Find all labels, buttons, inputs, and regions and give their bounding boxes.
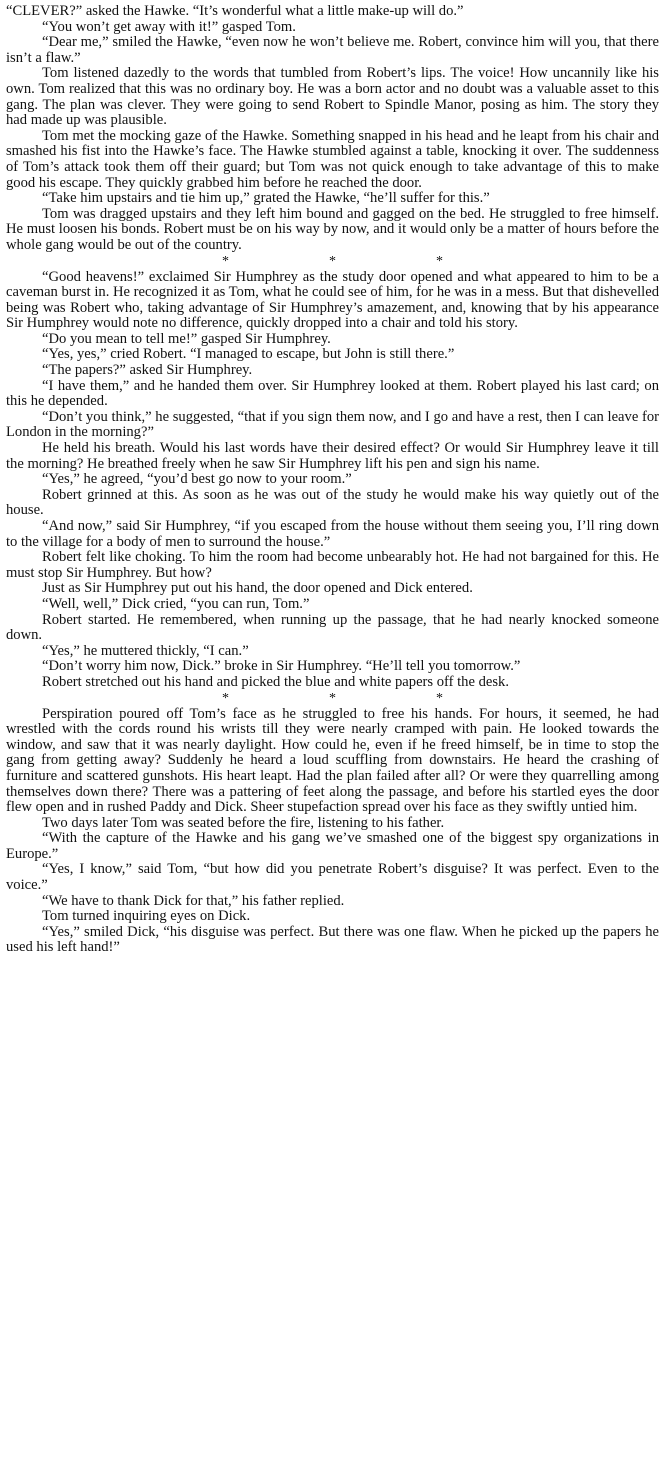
paragraph: Tom turned inquiring eyes on Dick.	[42, 908, 251, 925]
paragraph: “Yes,” he muttered thickly, “I can.”	[42, 642, 249, 659]
paragraph: “Yes,” smiled Dick, “his disguise was perfect. But there was one flaw. When he picked up the papers he used his left hand!”	[6, 923, 659, 956]
paragraph: Just as Sir Humphrey put out his hand, the door opened and Dick entered.	[42, 580, 473, 597]
paragraph: “You won’t get away with it!” gasped Tom.	[42, 18, 296, 35]
paragraph: “I have them,” and he handed them over. Sir Humphrey looked at them. Robert played his last card; on this he depended.	[6, 377, 659, 410]
paragraph: Robert felt like choking. To him the room had become unbearably hot. He had not bargained for this. He must stop Sir Humphrey. But how?	[6, 549, 659, 581]
paragraph: “Don’t you think,” he suggested, “that if you sign them now, and I go and have a rest, then I can leave for London in the morning?”	[6, 408, 659, 441]
section-separator	[6, 691, 659, 707]
paragraph: Robert grinned at this. As soon as he was out of the study he would make his way quietly out of the house.	[6, 486, 659, 519]
paragraph: “Well, well,” Dick cried, “you can run, Tom.”	[42, 595, 310, 612]
paragraph: “Yes,” he agreed, “you’d best go now to your room.”	[42, 471, 352, 488]
separator-asterisk: *	[222, 690, 229, 706]
paragraph: Tom met the mocking gaze of the Hawke. Something snapped in his head and he leapt from his chair and smashed his fist into the Hawke’s face. The Hawke stumbled against a table, knocking it over. The suddenness of Tom’s attack took them off their guard; but Tom was not quick enough to take advantage of this to make good his escape. They quickly grabbed him before he reached the door.	[6, 127, 659, 191]
paragraph: He held his breath. Would his last words have their desired effect? Or would Sir Humphrey leave it till the morning? He breathed freely when he saw Sir Humphrey lift his pen and sign his name.	[6, 440, 659, 472]
paragraph: “Don’t worry him now, Dick.” broke in Sir Humphrey. “He’ll tell you tomorrow.”	[42, 658, 521, 675]
paragraph: “Yes, I know,” said Tom, “but how did you penetrate Robert’s disguise? It was perfect. Even to the voice.”	[6, 861, 659, 894]
paragraph: “We have to thank Dick for that,” his father replied.	[42, 892, 345, 909]
section-separator	[6, 254, 659, 270]
paragraph: “CLEVER?” asked the Hawke. “It’s wonderful what a little make-up will do.”	[6, 3, 464, 19]
paragraph: “Take him upstairs and tie him up,” grated the Hawke, “he’ll suffer for this.”	[42, 190, 490, 207]
paragraph: Tom listened dazedly to the words that tumbled from Robert’s lips. The voice! How uncannily like his own. Tom realized that this was no ordinary boy. He was a born actor and no doubt was a valuable asset to this gang. The plan was clever. They were going to send Robert to Spindle Manor, posing as him. The story they had made up was plausible.	[6, 65, 659, 129]
paragraph: Robert started. He remembered, when running up the passage, that he had nearly knocked someone down.	[6, 611, 659, 644]
paragraph: “With the capture of the Hawke and his gang we’ve smashed one of the biggest spy organizations in Europe.”	[6, 830, 659, 862]
separator-asterisk: *	[436, 690, 443, 706]
paragraph: “And now,” said Sir Humphrey, “if you escaped from the house without them seeing you, I’ll ring down to the village for a body of men to surround the house.”	[6, 518, 659, 550]
paragraph: “Yes, yes,” cried Robert. “I managed to escape, but John is still there.”	[42, 346, 455, 363]
paragraph: Robert stretched out his hand and picked the blue and white papers off the desk.	[42, 673, 510, 690]
paragraph: “The papers?” asked Sir Humphrey.	[42, 362, 253, 379]
separator-asterisk: *	[329, 253, 336, 269]
paragraph: “Good heavens!” exclaimed Sir Humphrey as the study door opened and what appeared to him to be a caveman burst in. He recognized it as Tom, what he could see of him, for he was in a mess. But that dishevelled being was Robert who, taking advantage of Sir Humphrey’s amazement, and, knowing that by his appearance Sir Humphrey would note no difference, quickly dropped into a chair and told his story.	[6, 268, 659, 332]
paragraph: Two days later Tom was seated before the fire, listening to his father.	[42, 814, 445, 831]
separator-asterisk: *	[222, 253, 229, 269]
paragraph: “Do you mean to tell me!” gasped Sir Humphrey.	[42, 330, 331, 347]
separator-asterisk: *	[436, 253, 443, 269]
story-section-1	[6, 4, 659, 254]
paragraph: “Dear me,” smiled the Hawke, “even now he won’t believe me. Robert, convince him will you, that there isn’t a flaw.”	[6, 34, 659, 66]
paragraph: Tom was dragged upstairs and they left him bound and gagged on the bed. He struggled to free himself. He must loosen his bonds. Robert must be on his way by now, and it would only be a matter of hours before the whole gang would be out of the country.	[6, 205, 659, 253]
story-section-2	[6, 270, 659, 691]
story-section-3	[6, 707, 659, 957]
paragraph: Perspiration poured off Tom’s face as he struggled to free his hands. For hours, it seemed, he had wrestled with the cords round his wrists till they were nearly cramped with pain. He looked towards the window, and saw that it was nearly daylight. How could he, even if he freed himself, be in time to stop the gang from getting away? Suddenly he heard a loud scuffling from downstairs. He heard the crashing of furniture and scattered gunshots. His heart leapt. Had the plan failed after all? Or were they quarrelling among themselves down there? There was a pattering of feet along the passage, and before his startled eyes the door flew open and in rushed Paddy and Dick. Sheer stupefaction spread over his face as they swiftly untied him.	[6, 705, 659, 816]
separator-asterisk: *	[329, 690, 336, 706]
